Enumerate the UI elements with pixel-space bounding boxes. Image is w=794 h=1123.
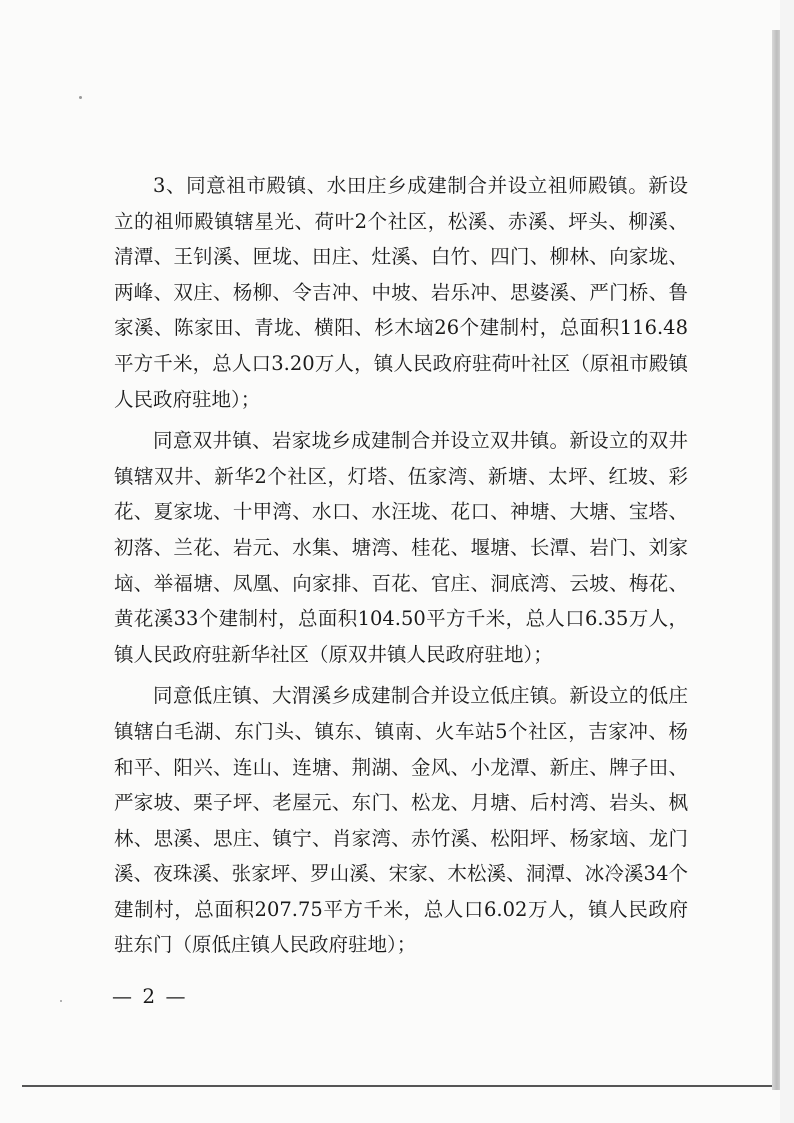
document-body	[114, 168, 688, 969]
scan-margin	[780, 0, 794, 1123]
scan-speck	[79, 96, 82, 99]
paragraph-shuangjing: 同意双井镇、岩家垅乡成建制合并设立双井镇。新设立的双井镇辖双井、新华2个社区，灯塔、伍家湾、新塘、太坪、红坡、彩花、夏家垅、十甲湾、水口、水汪垅、花口、神塘、大塘、宝塔、初落、兰花、岩元、水集、塘湾、桂花、堰塘、长潭、岩门、刘家垴、举福塘、凤凰、向家排、百花、官庄、洞底湾、云坡、梅花、黄花溪33个建制村，总面积104.50平方千米，总人口6.35万人，镇人民政府驻新华社区（原双井镇人民政府驻地）；	[114, 429, 688, 666]
scan-shadow-edge	[772, 30, 780, 1090]
paragraph-dizhuang: 同意低庄镇、大渭溪乡成建制合并设立低庄镇。新设立的低庄镇辖白毛湖、东门头、镇东、镇南、火车站5个社区，吉家冲、杨和平、阳兴、连山、连塘、荆湖、金风、小龙潭、新庄、牌子田、严家坡、栗子坪、老屋元、东门、松龙、月塘、后村湾、岩头、枫林、思溪、思庄、镇宁、肖家湾、赤竹溪、松阳坪、杨家垴、龙门溪、夜珠溪、张家坪、罗山溪、宋家、木松溪、洞潭、冰冷溪34个建制村，总面积207.75平方千米，总人口6.02万人，镇人民政府驻东门（原低庄镇人民政府驻地）；	[114, 684, 688, 957]
scan-speck	[60, 1000, 62, 1002]
bottom-rule	[22, 1085, 772, 1087]
paragraph-zushidian: 3、同意祖市殿镇、水田庄乡成建制合并设立祖师殿镇。新设立的祖师殿镇辖星光、荷叶2个社区，松溪、赤溪、坪头、柳溪、清潭、王钊溪、匣垅、田庄、灶溪、白竹、四门、柳林、向家垅、两峰、双庄、杨柳、令吉冲、中坡、岩乐冲、思婆溪、严门桥、鲁家溪、陈家田、青垅、横阳、杉木垴26个建制村，总面积116.48平方千米，总人口3.20万人，镇人民政府驻荷叶社区（原祖市殿镇人民政府驻地）；	[114, 174, 688, 411]
page-number: — 2 —	[112, 984, 188, 1008]
